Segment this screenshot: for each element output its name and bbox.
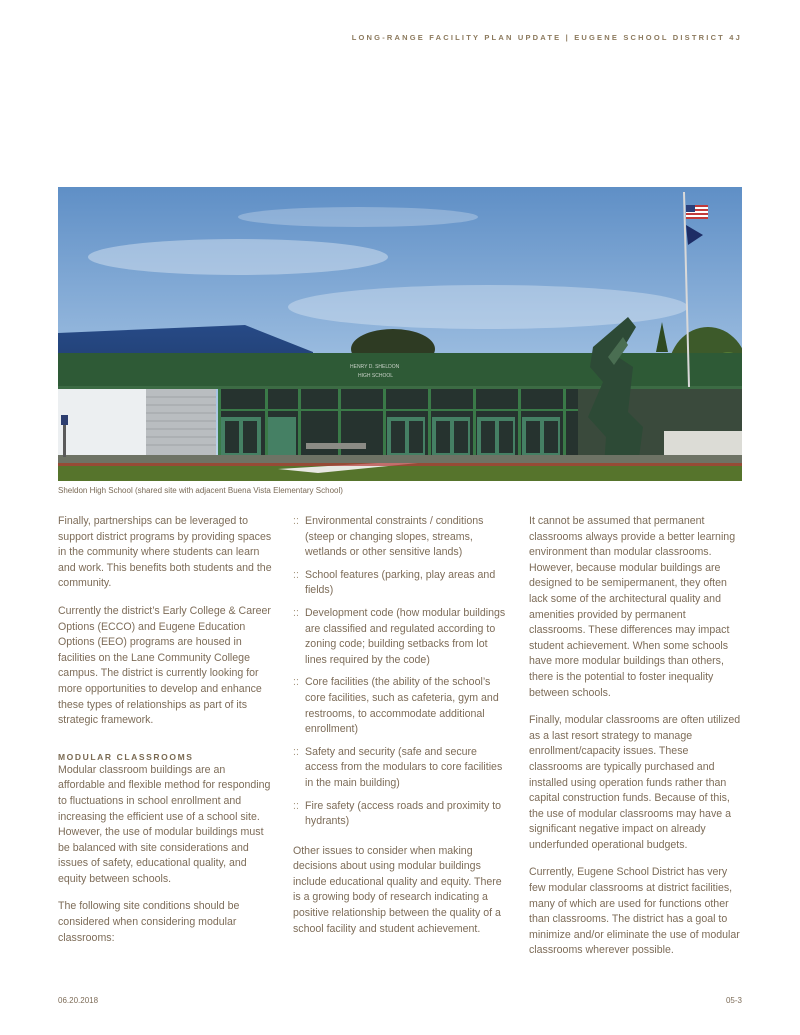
list-item-text: Core facilities (the ability of the school’s core facilities, such as cafeteria, gym and restrooms, to accommodate additional enrollment) xyxy=(305,676,499,736)
bullet-icon: :: xyxy=(293,606,299,619)
list-item xyxy=(293,675,507,737)
footer-date: 06.20.2018 xyxy=(58,996,99,1005)
list-item-text: Environmental constraints / conditions (steep or changing slopes, streams, wetlands or other sensitive lands) xyxy=(305,515,484,559)
list-item xyxy=(293,799,507,830)
bench xyxy=(306,443,366,449)
paragraph: Modular classroom buildings are an affordable and flexible method for responding to fluctuations in school enrollment and increasing the efficient use of a school site. However, the use of modular buildings must be balanced with site considerations and issues of safety, educational quality, and equity between schools. xyxy=(58,763,271,885)
list-item-text: Development code (how modular buildings are classified and regulated according to zoning code; building setbacks from lot lines required by the code) xyxy=(305,606,506,666)
section-heading: MODULAR CLASSROOMS xyxy=(58,751,194,762)
paragraph: Other issues to consider when making decisions about using modular buildings include educational quality and equity. There is a growing body of research indicating a positive relationship between the quality of a school facility and student achievement. xyxy=(293,844,502,935)
column-middle xyxy=(293,514,507,949)
building-sign: HENRY D. SHELDON xyxy=(350,364,400,370)
list-item xyxy=(293,514,507,561)
american-flag xyxy=(686,205,708,219)
list-item xyxy=(293,745,507,792)
page-number: 05-3 xyxy=(725,996,742,1005)
bullet-icon: :: xyxy=(293,515,299,527)
main-building xyxy=(58,353,742,389)
photo-caption: Sheldon High School (shared site with adjacent Buena Vista Elementary School) xyxy=(58,486,343,495)
paragraph: Currently, Eugene School District has very few modular classrooms at district facilities, many of which are used for functions other than classrooms. The district has a goal to minimize and/or eliminate the use of modular classrooms wherever possible. xyxy=(529,866,740,957)
list-item-text: Fire safety (access roads and proximity to hydrants) xyxy=(305,799,502,828)
paragraph: Currently the district’s Early College & Career Options (ECCO) and Eugene Education Options (EEO) programs are housed in facilities on the Lane Community College campus. The district is currently looking for more opportunities to develop and enhance these types of relationships as part of its strategic framework. xyxy=(58,604,271,727)
list-item-text: School features (parking, play areas and fields) xyxy=(305,568,496,597)
column-left xyxy=(58,514,274,958)
running-header: LONG-RANGE FACILITY PLAN UPDATE | EUGENE SCHOOL DISTRICT 4J xyxy=(351,33,742,42)
column-right xyxy=(529,514,743,971)
paragraph: It cannot be assumed that permanent classrooms always provide a better learning environment than modular classrooms. However, because modular buildings are designed to be semipermanent, they often lack some of the architectural quality and amenities provided by permanent classrooms. These differences may impact student achievement. When some schools have more modular buildings than others, there is the potential to foster inequality between schools. xyxy=(529,515,736,699)
school-photo xyxy=(58,187,742,481)
svg-text:HIGH SCHOOL: HIGH SCHOOL xyxy=(358,373,394,379)
bullet-icon: :: xyxy=(293,799,299,812)
list-item xyxy=(293,606,507,668)
bullet-icon: :: xyxy=(293,676,299,689)
bullet-icon: :: xyxy=(293,745,299,758)
paragraph: The following site conditions should be considered when considering modular classrooms: xyxy=(58,900,240,944)
paragraph: Finally, modular classrooms are often utilized as a last resort strategy to manage enrollment/capacity issues. These classrooms are typically purchased and installed using operation funds rather than capital construction funds. Because of this, the use of modular classrooms may have a significant negative impact on already underfunded operational budgets. xyxy=(529,714,741,851)
bullet-icon: :: xyxy=(293,568,299,581)
list-item xyxy=(293,568,507,599)
list-item-text: Safety and security (safe and secure access from the modulars to core facilities in the main building) xyxy=(305,745,503,789)
site-conditions-list xyxy=(293,514,507,830)
paragraph: Finally, partnerships can be leveraged to support district programs by providing spaces in the community where students can learn and work. This benefits both students and the community. xyxy=(58,515,272,590)
